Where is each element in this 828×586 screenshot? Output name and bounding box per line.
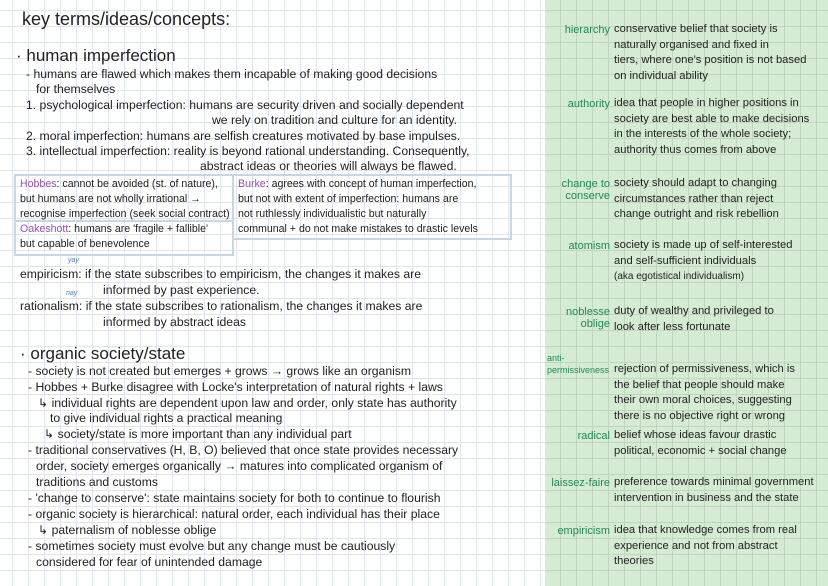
hobbes-line: but humans are not wholly irrational → <box>20 193 201 205</box>
page-title: key terms/ideas/concepts: <box>22 9 231 29</box>
note-line: for themselves <box>36 82 116 96</box>
note-line: - society is not created but emerges + grows → grows like an organism <box>28 364 412 378</box>
glossary-definition-line: idea that knowledge comes from real <box>614 524 797 536</box>
glossary-definition-line: belief whose ideas favour drastic <box>614 429 777 441</box>
glossary-definition-line: there is no objective right or wrong <box>614 409 786 422</box>
note-line: - Hobbes + Burke disagree with Locke's interpretation of natural rights + laws <box>28 380 443 394</box>
philosopher-burke: Burke <box>238 178 266 190</box>
oakeshott-line: but capable of benevolence <box>20 238 150 250</box>
burke-line <box>238 177 477 192</box>
burke-line: not ruthlessly individualistic but naturally <box>238 208 427 220</box>
section-heading-organic-society: · organic society/state <box>20 344 186 363</box>
glossary-term: noblesse oblige <box>565 306 610 330</box>
note-line: ↳ paternalism of noblesse oblige <box>38 523 217 537</box>
philosopher-hobbes: Hobbes <box>20 178 57 190</box>
note-line: 1. psychological imperfection: humans are security driven and socially dependent <box>26 98 464 112</box>
note-line: - organic society is hierarchical: natural order, each individual has their place <box>28 507 440 521</box>
heading-text: organic society/state <box>30 344 186 363</box>
glossary-definition-line: theories <box>614 555 654 567</box>
note-line: - traditional conservatives (H, B, O) believed that once state provides necessary <box>28 443 459 457</box>
glossary-definition-line: intervention in business and the state <box>614 491 799 504</box>
note-line: ↳ individual rights are dependent upon law and order, only state has authority <box>38 396 457 410</box>
glossary-term: radical <box>577 430 610 442</box>
yay-note: yay <box>68 257 79 264</box>
glossary-definition-line: tiers, where one's position is not based <box>614 54 807 66</box>
term-text: if the state subscribes to rationalism, the changes it makes are <box>85 299 423 313</box>
note-line: ↳ society/state is more important than any individual part <box>44 427 352 441</box>
glossary-definition-line: and self-sufficient individuals <box>614 254 757 267</box>
glossary-definition-line: naturally organised and fixed in <box>614 38 769 51</box>
rationalism-line: informed by abstract ideas <box>103 315 246 329</box>
hobbes-line <box>20 177 218 192</box>
oakeshott-line <box>20 222 208 237</box>
glossary-definition-line: (aka egotistical individualism) <box>614 271 745 282</box>
empiricism-line <box>20 267 421 282</box>
glossary-definition-line: conservative belief that society is <box>614 23 778 35</box>
glossary-definition-line: experience and not from abstract <box>614 539 778 552</box>
glossary-term: laissez-faire <box>551 477 610 489</box>
note-line: - 'change to conserve': state maintains society for both to continue to flourish <box>28 491 441 505</box>
glossary-term: change to conserve <box>561 178 610 202</box>
glossary-definition-line: the belief that people should make <box>614 378 785 391</box>
glossary-definition-line: circumstances rather than reject <box>614 192 774 205</box>
philosopher-oakeshott: Oakeshott <box>20 223 69 235</box>
note-line: we rely on tradition and culture for an identity. <box>212 113 458 127</box>
note-line: 2. moral imperfection: humans are selfish creatures motivated by base impulses. <box>26 129 461 143</box>
glossary-definition-line: change outright and risk rebellion <box>614 208 779 220</box>
glossary-definition-line: society are best able to make decisions <box>614 112 810 125</box>
hobbes-line: recognise imperfection (seek social contract) <box>20 208 230 220</box>
glossary-definition-line: rejection of permissiveness, which is <box>614 363 795 375</box>
note-line: to give individual rights a practical meaning <box>50 411 283 425</box>
nay-note: nay <box>66 290 78 297</box>
section-heading-human-imperfection: · human imperfection <box>16 46 176 65</box>
term-text: if the state subscribes to empiricism, the changes it makes are <box>85 267 421 281</box>
glossary-definition-line: society should adapt to changing <box>614 177 777 189</box>
glossary-term: empiricism <box>557 525 610 537</box>
term-label: rationalism: <box>20 299 83 313</box>
note-line: - sometimes society must evolve but any change must be cautiously <box>28 539 396 553</box>
glossary-definition-line: in the interests of the whole society; <box>614 128 792 140</box>
glossary-definition-line: on individual ability <box>614 69 708 82</box>
burke-line: communal + do not make mistakes to drastic levels <box>238 223 478 235</box>
note-line: considered for fear of unintended damage <box>36 555 263 569</box>
glossary-term: authority <box>567 98 610 110</box>
burke-line: but not with extent of imperfection: humans are <box>238 193 459 205</box>
glossary-term: atomism <box>568 240 610 252</box>
glossary-definition-line: society is made up of self-interested <box>614 239 793 251</box>
rationalism-line <box>20 299 422 314</box>
note-line: abstract ideas or theories will always be flawed. <box>200 159 457 173</box>
empiricism-line: informed by past experience. <box>103 283 260 297</box>
note-line: - humans are flawed which makes them incapable of making good decisions <box>26 67 438 81</box>
heading-text: human imperfection <box>26 46 176 65</box>
box-text: : cannot be avoided (st. of nature), <box>56 178 218 190</box>
glossary-definition-line: duty of wealthy and privileged to <box>614 305 774 317</box>
glossary-definition-line: political, economic + social change <box>614 444 787 457</box>
glossary-definition-line: idea that people in higher positions in <box>614 97 799 109</box>
note-line: traditions and customs <box>36 475 158 489</box>
glossary-term: hierarchy <box>564 24 610 36</box>
glossary-term: anti-permissiveness <box>547 353 610 375</box>
glossary-definition-line: preference towards minimal government <box>614 476 814 488</box>
term-label: empiricism: <box>20 267 82 281</box>
glossary-definition-line: authority thus comes from above <box>614 143 777 156</box>
box-text: : agrees with concept of human imperfection, <box>265 178 477 190</box>
note-line: 3. intellectual imperfection: reality is beyond rational understanding. Consequently, <box>26 144 470 158</box>
glossary-definition-line: their own moral choices, suggesting <box>614 394 792 406</box>
box-text: : humans are 'fragile + fallible' <box>68 223 209 235</box>
note-line: order, society emerges organically → matures into complicated organism of <box>36 459 443 473</box>
glossary-definition-line: look after less fortunate <box>614 320 731 333</box>
